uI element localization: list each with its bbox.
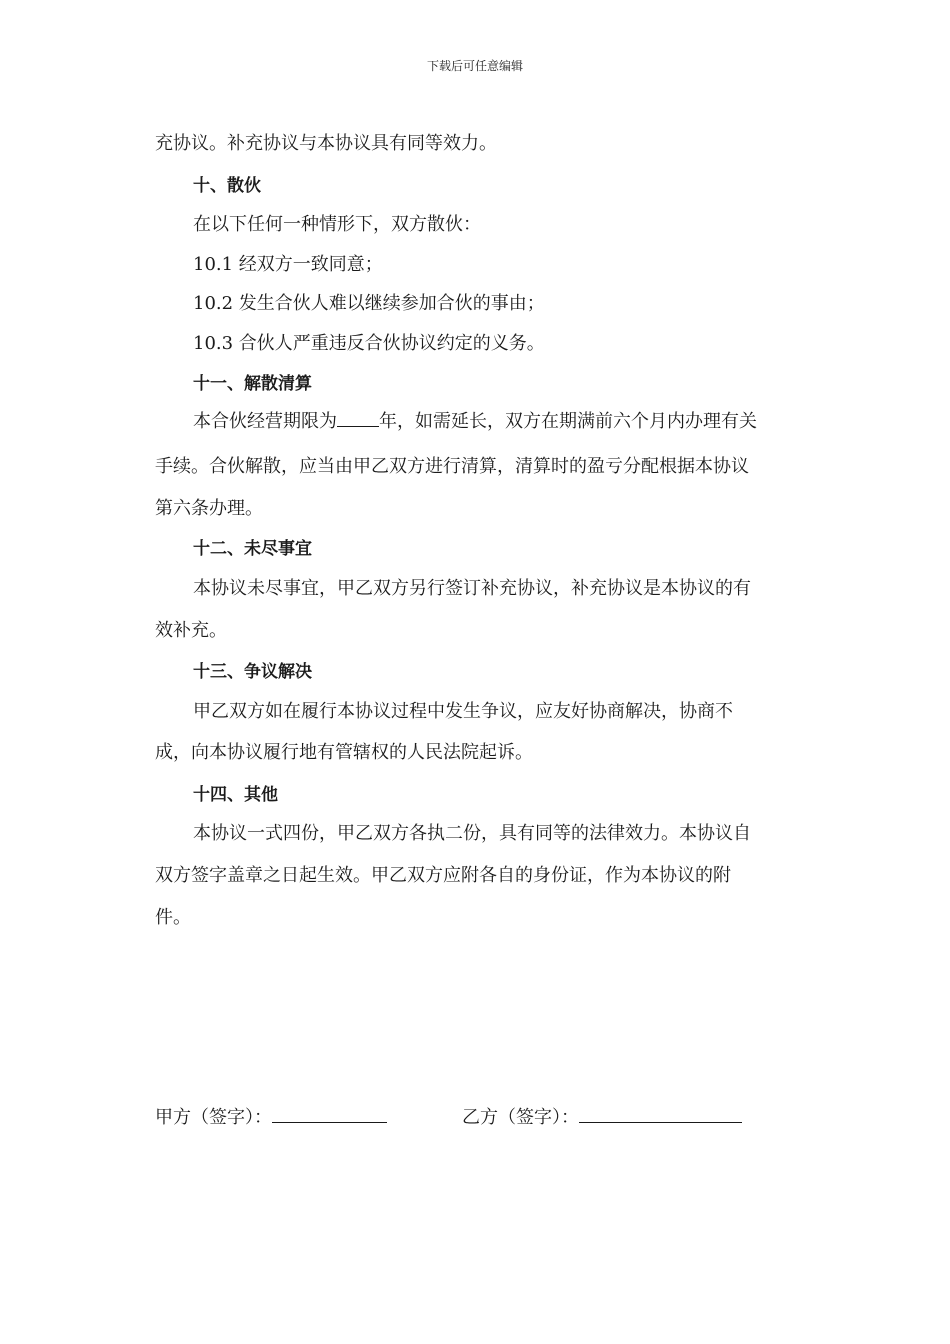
body-line: 充协议。补充协议与本协议具有同等效力。 <box>155 133 497 154</box>
body-line: 双方签字盖章之日起生效。甲乙双方应附各自的身份证，作为本协议的附 <box>155 865 731 886</box>
page-header: 下载后可任意编辑 <box>426 59 523 73</box>
section-heading-14: 十四、其他 <box>193 785 278 805</box>
body-line: 成，向本协议履行地有管辖权的人民法院起诉。 <box>155 742 533 763</box>
body-line: 本协议一式四份，甲乙双方各执二份，具有同等的法律效力。本协议自 <box>193 823 751 844</box>
clause-10-2: 10.2 发生合伙人难以继续参加合伙的事由； <box>193 293 545 314</box>
signature-line-b <box>579 1106 742 1123</box>
signature-label-a: 甲方（签字）： <box>155 1107 272 1128</box>
body-text: 年，如需延长，双方在期满前六个月内办理有关 <box>379 411 757 432</box>
body-line: 第六条办理。 <box>155 498 263 519</box>
body-text: 本合伙经营期限为 <box>193 411 337 432</box>
signature-label-b: 乙方（签字）： <box>462 1107 579 1128</box>
body-line: 本协议未尽事宜，甲乙双方另行签订补充协议，补充协议是本协议的有 <box>193 578 751 599</box>
section-heading-11: 十一、解散清算 <box>193 374 312 394</box>
section-heading-10: 十、散伙 <box>193 176 261 196</box>
section-heading-12: 十二、未尽事宜 <box>193 539 312 559</box>
body-line: 件。 <box>155 907 191 928</box>
body-line <box>193 410 833 434</box>
signature-party-a <box>155 1106 387 1130</box>
section-heading-13: 十三、争议解决 <box>193 662 312 682</box>
signature-party-b <box>462 1106 742 1130</box>
clause-10-1: 10.1 经双方一致同意； <box>193 254 383 275</box>
signature-line-a <box>272 1106 387 1123</box>
fill-in-blank <box>337 410 379 427</box>
body-line: 在以下任何一种情形下，双方散伙： <box>193 214 481 235</box>
body-line: 效补充。 <box>155 620 227 641</box>
body-line: 手续。合伙解散，应当由甲乙双方进行清算，清算时的盈亏分配根据本协议 <box>155 456 749 477</box>
clause-10-3: 10.3 合伙人严重违反合伙协议约定的义务。 <box>193 333 545 354</box>
body-line: 甲乙双方如在履行本协议过程中发生争议，应友好协商解决，协商不 <box>193 701 733 722</box>
